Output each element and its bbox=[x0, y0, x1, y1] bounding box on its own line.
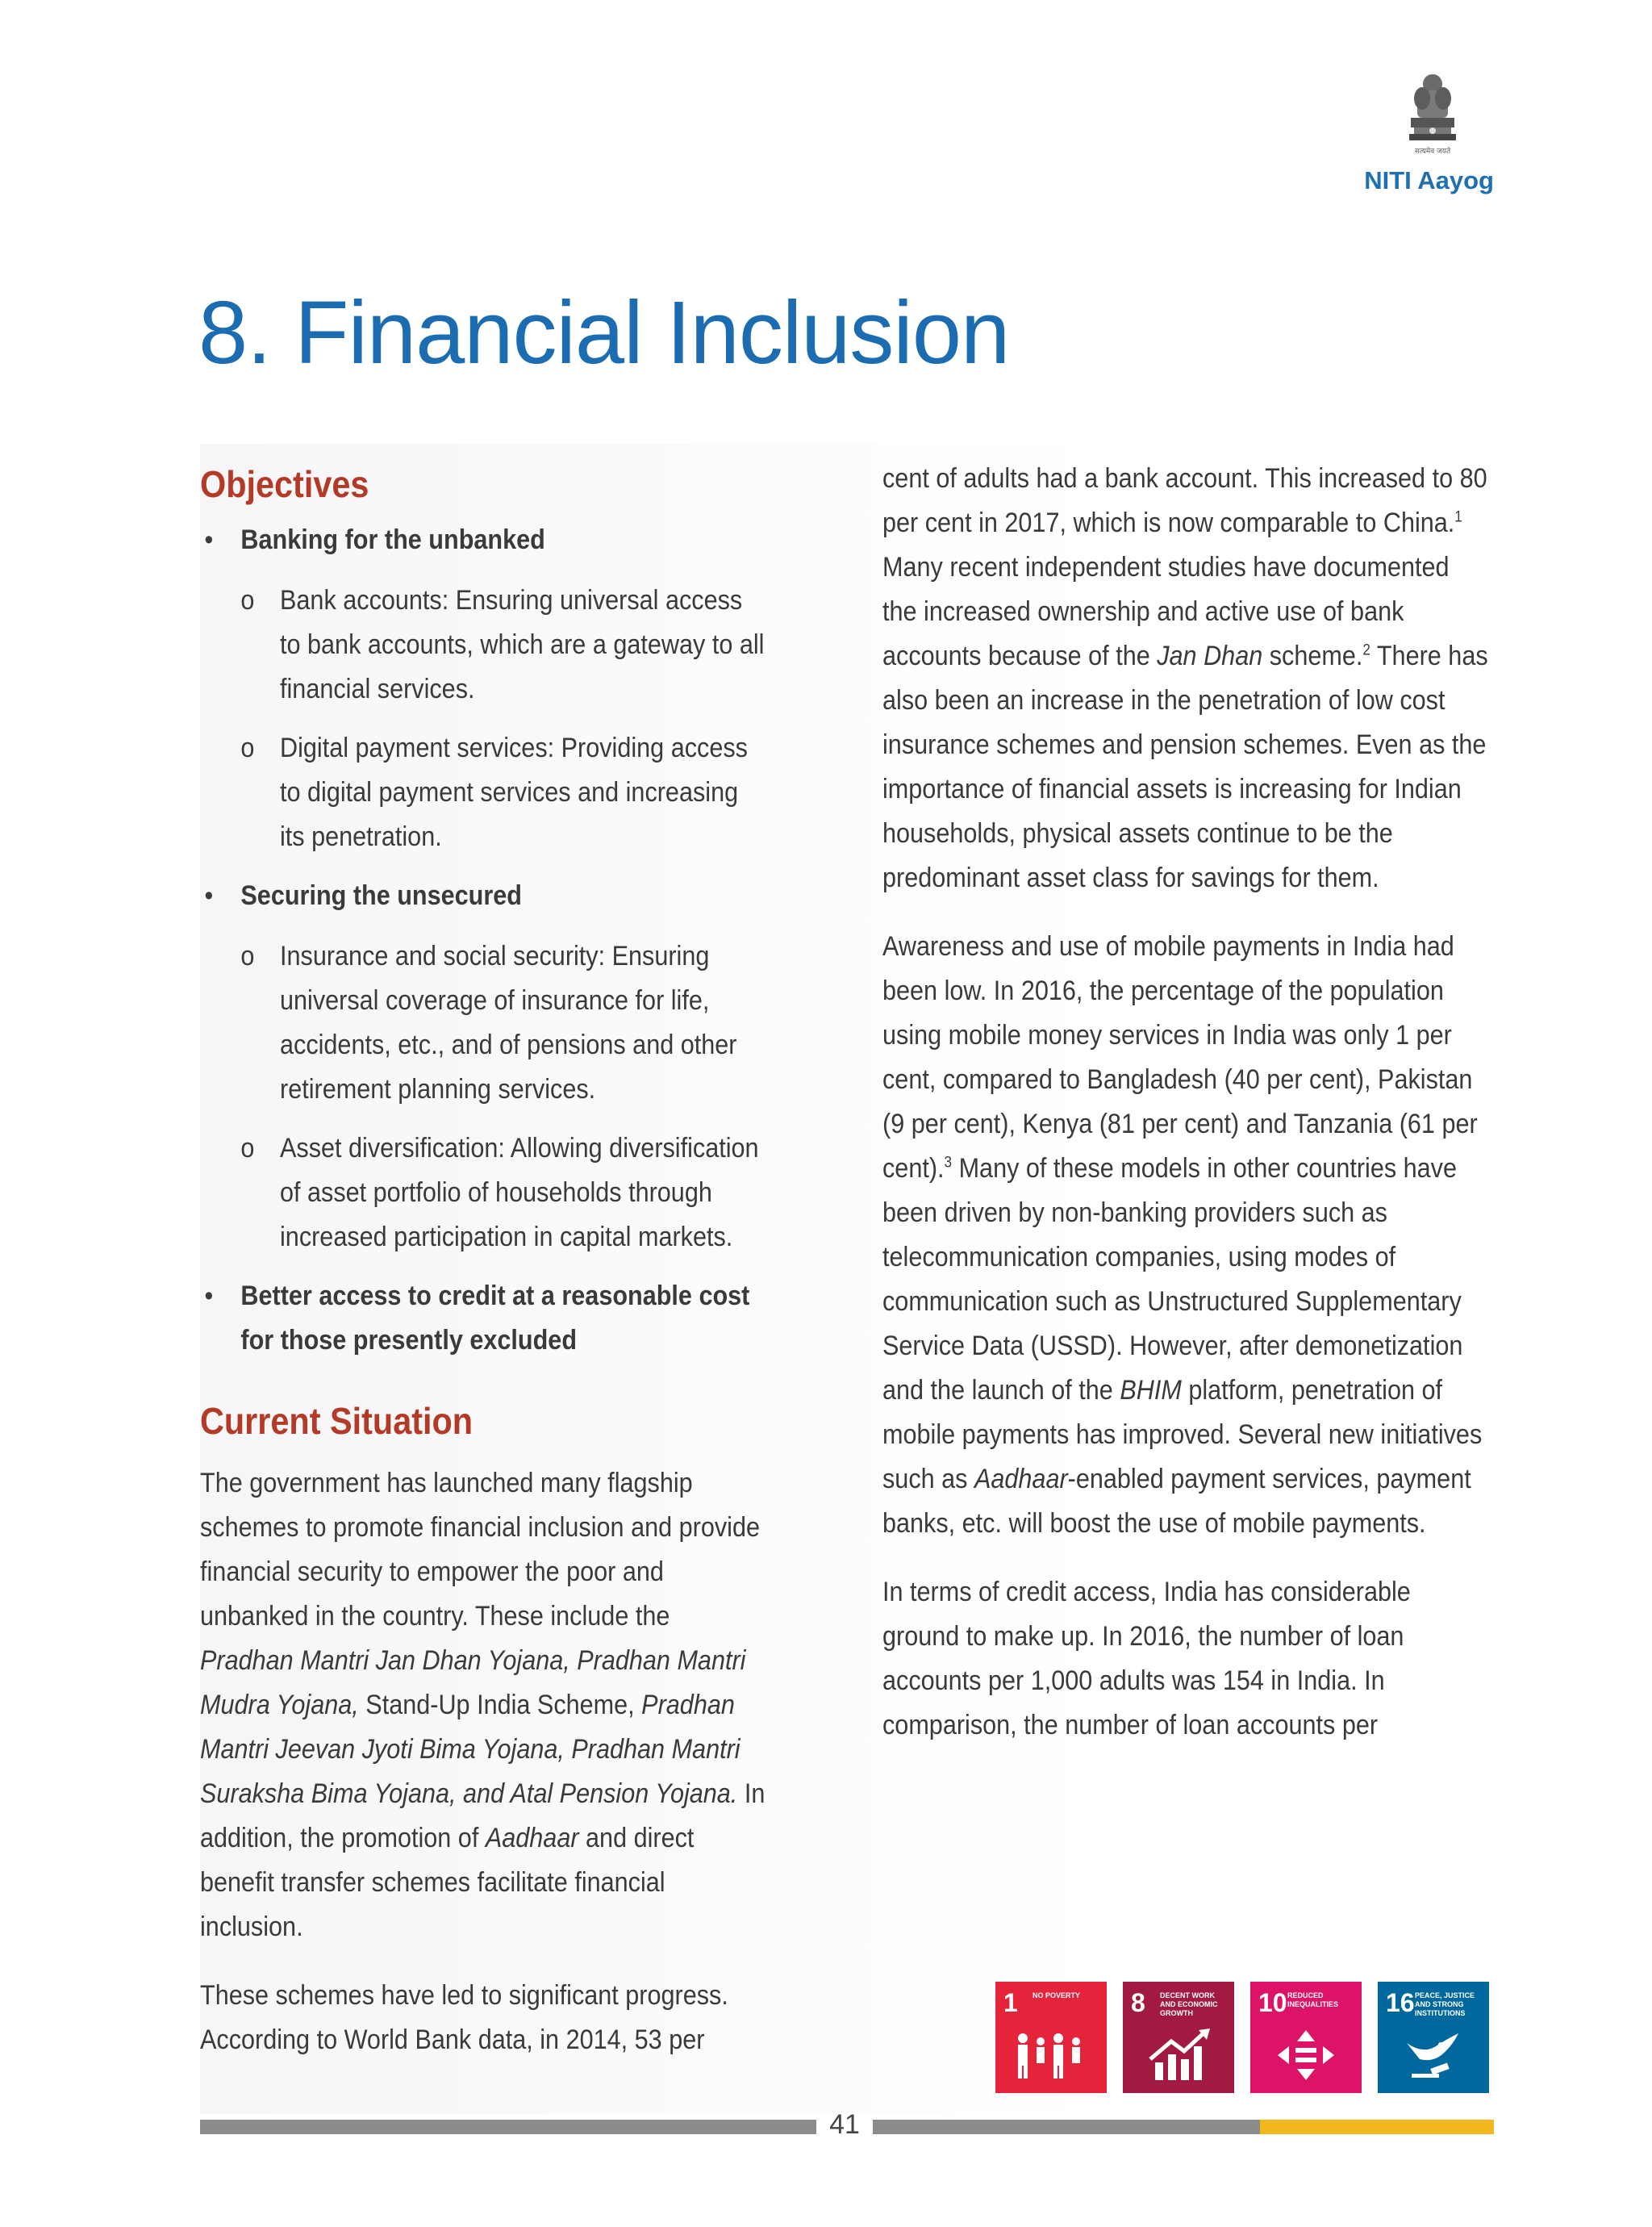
right-paragraph-1 bbox=[882, 457, 1489, 900]
sub-marker: o bbox=[240, 733, 255, 763]
text-run: The government has launched many flagship schemes to promote financial inclusion and provide financial security to empower the poor and unbanked in the country. These include the bbox=[200, 1468, 760, 1632]
bullet-marker: • bbox=[204, 880, 214, 911]
italic-run: Jan Dhan bbox=[1157, 641, 1263, 671]
footer-bar-accent bbox=[1260, 2120, 1494, 2134]
italic-run: Pradhan Mantri Jan Dhan Yojana, Pradhan Mantri Mudra Yojana, bbox=[200, 1645, 746, 1720]
text-run: Awareness and use of mobile payments in India had been low. In 2016, the percentage of the population using mobile money services in India was only 1 per cent, compared to Bangladesh (40 per cent), Pakistan (9 per cent), Kenya (81 per cent) and Tanzania (61 per cent). bbox=[882, 931, 1478, 1184]
subitem-text: Bank accounts: Ensuring universal access to bank accounts, which are a gateway to all financial services. bbox=[280, 585, 765, 704]
sdg-label: PEACE, JUSTICE AND STRONG INSTITUTIONS bbox=[1415, 1991, 1475, 2017]
subitem-text: Digital payment services: Providing access to digital payment services and increasing its penetration. bbox=[280, 733, 748, 852]
objectives-list bbox=[200, 518, 766, 1363]
sdg-label: NO POVERTY bbox=[1032, 1991, 1081, 1999]
page-number: 41 bbox=[829, 2109, 860, 2140]
bullet-marker: • bbox=[204, 1281, 214, 1311]
sdg-number: 8 bbox=[1131, 1988, 1145, 2017]
brand-name: NITI Aayog bbox=[1364, 166, 1494, 194]
equality-arrows-icon bbox=[1268, 2027, 1344, 2083]
sdg-16-tile bbox=[1378, 1982, 1489, 2093]
text-run: and direct benefit transfer schemes facilitate financial inclusion. bbox=[200, 1823, 695, 1942]
family-icon bbox=[1013, 2027, 1089, 2083]
objective-subitem bbox=[240, 1126, 766, 1260]
sdg-label: DECENT WORK AND ECONOMIC GROWTH bbox=[1160, 1991, 1218, 2017]
objective-item bbox=[200, 1274, 766, 1363]
text-run: There has also been an increase in the penetration of low cost insurance schemes and pension schemes. Even as the importance of financial assets is increasing for Indian households, physical assets continue to be the predominant asset class for savings for them. bbox=[882, 641, 1488, 893]
objective-label: Banking for the unbanked bbox=[240, 524, 545, 555]
sdg-icons-row bbox=[995, 1982, 1489, 2093]
sdg-number: 10 bbox=[1258, 1988, 1287, 2017]
sdg-label: REDUCED INEQUALITIES bbox=[1287, 1991, 1339, 2008]
bullet-marker: • bbox=[204, 524, 214, 555]
footnote-ref[interactable]: 2 bbox=[1362, 641, 1370, 659]
left-column bbox=[200, 457, 766, 2087]
text-run: Stand-Up India Scheme, bbox=[358, 1690, 642, 1720]
growth-chart-icon bbox=[1141, 2027, 1216, 2083]
objective-subitem bbox=[240, 726, 766, 859]
sdg-8-tile bbox=[1123, 1982, 1234, 2093]
sub-marker: o bbox=[240, 585, 255, 616]
objective-item bbox=[200, 518, 766, 859]
italic-run: BHIM bbox=[1120, 1375, 1182, 1406]
right-paragraph-3: In terms of credit access, India has considerable ground to make up. In 2016, the number of loan accounts per 1,000 adults was 154 in India. In comparison, the number of loan accounts per bbox=[882, 1577, 1411, 1740]
objective-sublist bbox=[240, 579, 766, 859]
text-run: scheme. bbox=[1262, 641, 1363, 671]
footnote-ref[interactable]: 1 bbox=[1454, 508, 1462, 526]
sdg-number: 16 bbox=[1386, 1988, 1415, 2017]
text-run: In addition, the promotion of bbox=[200, 1778, 766, 1853]
text-run: Many recent independent studies have documented the increased ownership and active use of bank accounts because of the bbox=[882, 552, 1450, 671]
italic-run: Aadhaar bbox=[485, 1823, 579, 1853]
national-emblem-icon bbox=[1400, 69, 1466, 160]
text-run: Many of these models in other countries have been driven by non-banking providers such as telecommunication companies, using modes of communication such as Unstructured Supplementary Service Data (USSD). However, after demonetization and the launch of the bbox=[882, 1153, 1463, 1406]
text-run: -enabled payment services, payment banks, etc. will boost the use of mobile payments. bbox=[882, 1464, 1471, 1539]
sub-marker: o bbox=[240, 1133, 255, 1164]
objective-subitem bbox=[240, 579, 766, 712]
sdg-10-tile bbox=[1250, 1982, 1362, 2093]
text-run: cent of adults had a bank account. This increased to 80 per cent in 2017, which is now comparable to China. bbox=[882, 463, 1487, 538]
objective-subitem bbox=[240, 934, 766, 1112]
italic-run: Aadhaar bbox=[974, 1464, 1068, 1494]
objective-label: Securing the unsecured bbox=[240, 880, 522, 911]
objective-sublist bbox=[240, 934, 766, 1260]
sub-marker: o bbox=[240, 941, 255, 971]
objective-label: Better access to credit at a reasonable cost for those presently excluded bbox=[240, 1281, 750, 1356]
subitem-text: Insurance and social security: Ensuring universal coverage of insurance for life, accidents, etc., and of pensions and other retirement planning services. bbox=[280, 941, 737, 1105]
sdg-number: 1 bbox=[1003, 1988, 1018, 2017]
footer-bar-left bbox=[200, 2120, 816, 2134]
footnote-ref[interactable]: 3 bbox=[944, 1154, 953, 1172]
chapter-title: 8. Financial Inclusion bbox=[198, 283, 1010, 382]
right-column bbox=[882, 457, 1489, 1772]
right-paragraph-2 bbox=[882, 925, 1489, 1546]
objectives-heading: Objectives bbox=[200, 463, 369, 505]
current-situation-heading: Current Situation bbox=[200, 1400, 473, 1442]
italic-run: Pradhan Mantri Jeevan Jyoti Bima Yojana, Pradhan Mantri Suraksha Bima Yojana, and Atal Pension Yojana. bbox=[200, 1690, 740, 1809]
sdg-1-tile bbox=[995, 1982, 1107, 2093]
emblem-caption: सत्यमेव जयते bbox=[1414, 148, 1451, 156]
current-paragraph-1 bbox=[200, 1461, 766, 1949]
current-paragraph-2: These schemes have led to significant progress. According to World Bank data, in 2014, 53 per bbox=[200, 1980, 728, 2055]
footer-bar-right bbox=[873, 2120, 1260, 2134]
objective-item bbox=[200, 874, 766, 1260]
text-run: platform, penetration of mobile payments has improved. Several new initiatives such as bbox=[882, 1375, 1483, 1494]
dove-gavel-icon bbox=[1395, 2027, 1471, 2083]
subitem-text: Asset diversification: Allowing diversification of asset portfolio of households through increased participation in capital markets. bbox=[280, 1133, 759, 1252]
